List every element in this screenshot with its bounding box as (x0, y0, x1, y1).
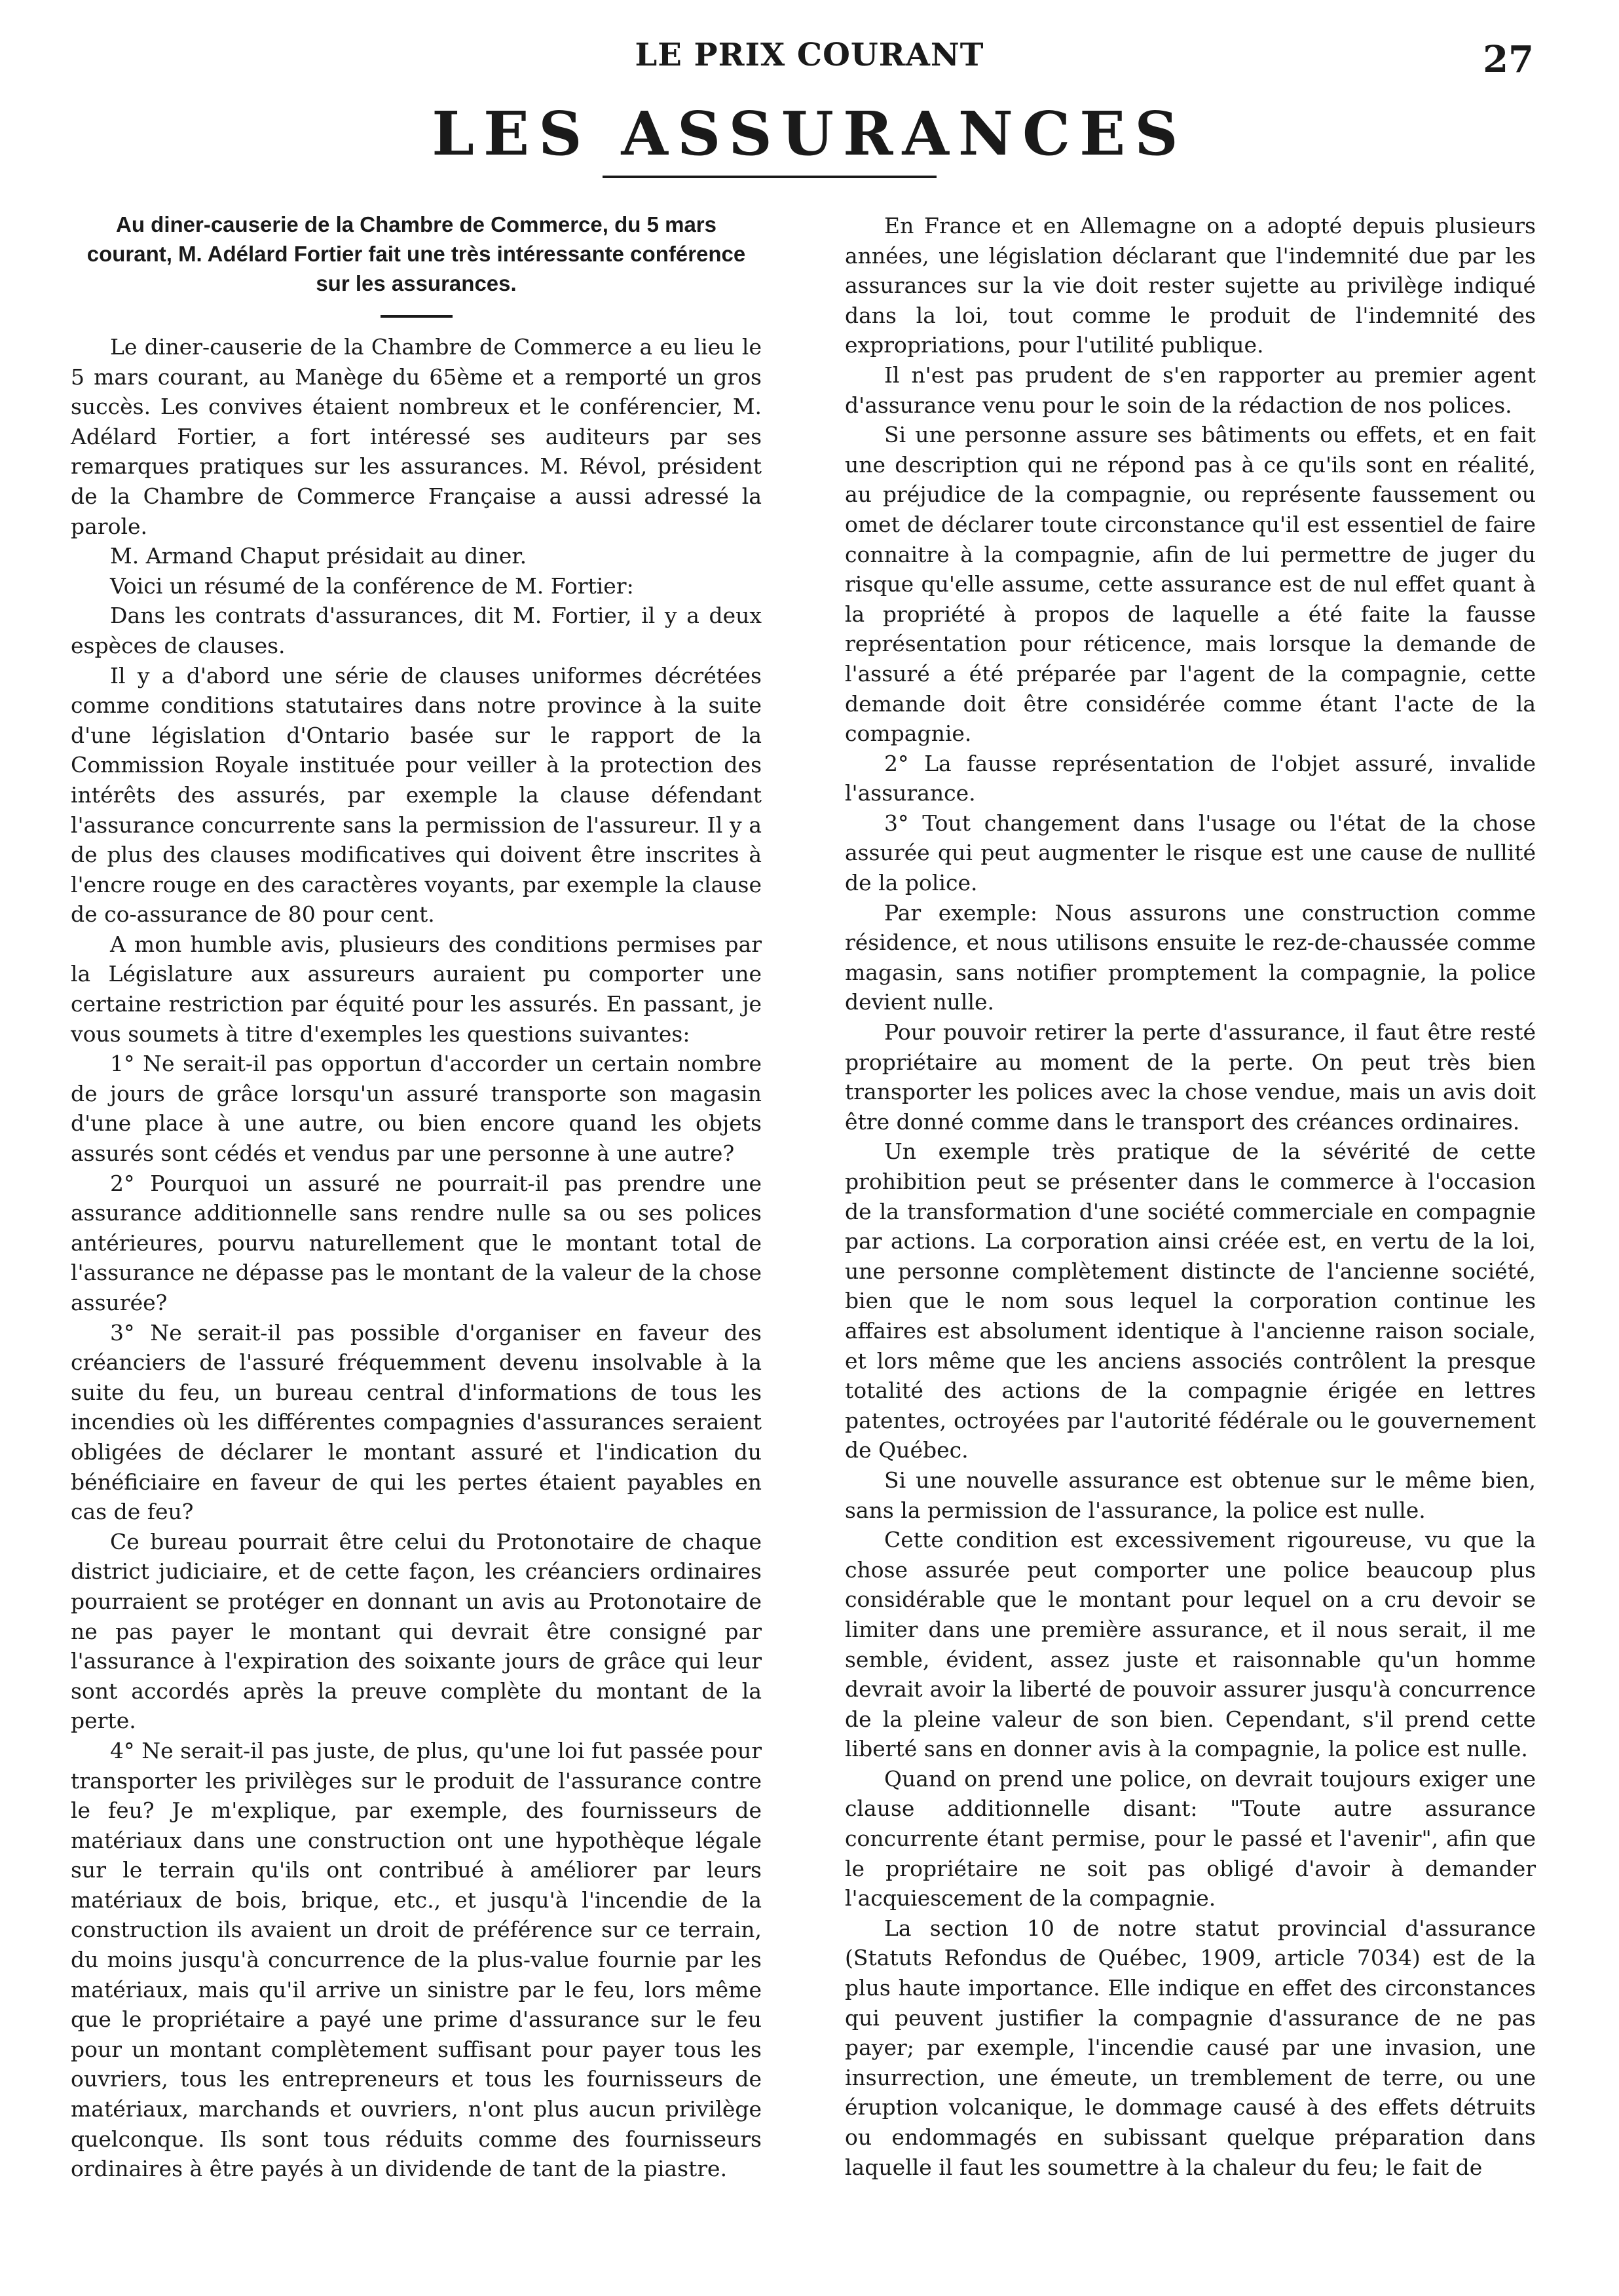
paragraph: Voici un résumé de la conférence de M. Fortier: (110, 573, 634, 599)
paragraph: 2° La fausse représentation de l'objet assuré, invalide l'assurance. (845, 750, 1536, 806)
paragraph: 4° Ne serait-il pas juste, de plus, qu'une loi fut passée pour transporter les privilèges sur le produit de l'assurance contre le feu? Je m'explique, par exemple, des fournisseurs de matériaux dans une construction ont une hypothèque légale sur le terrain qu'ils ont contribué à améliorer par leurs matériaux de bois, brique, etc., et jusqu'à l'incendie de la construction ils avaient un droit de préférence sur ce terrain, du moins jusqu'à concurrence de la plus-value fournie par les matériaux, mais qu'il arrive un sinistre par le feu, lors même que le propriétaire a payé une prime d'assurance sur le feu pour un montant complètement suffisant pour payer tous les ouvriers, tous les entrepreneurs et tous les fournisseurs de matériaux, marchands et ouvriers, n'ont plus aucun privilège quelconque. Ils sont tous réduits comme des fournisseurs ordinaires à être payés à un dividende de tant de la piastre. (71, 1737, 762, 2182)
paragraph: 3° Tout changement dans l'usage ou l'état de la chose assurée qui peut augmenter le risque est une cause de nullité de la police. (845, 810, 1536, 896)
left-column-body (71, 332, 762, 2184)
paragraph: Si une personne assure ses bâtiments ou effets, et en fait une description qui ne répond pas à ce qu'ils sont en réalité, au préjudice de la compagnie, ou représente faussement ou omet de déclarer toute circonstance qu'il est essentiel de faire connaitre à la compagnie, afin de lui permettre de juger du risque qu'elle assume, cette assurance est de nul effet quant à la propriété à propos de laquelle a été faite la fausse représentation pour réticence, mais lorsque la demande de l'assuré a été préparée par l'agent de la compagnie, cette demande doit être considérée comme étant l'acte de la compagnie. (845, 422, 1536, 747)
paragraph: 1° Ne serait-il pas opportun d'accorder un certain nombre de jours de grâce lorsqu'un assuré transporte son magasin d'une place à une autre, ou bien encore quand les objets assurés sont cédés et vendus par une personne à une autre? (71, 1051, 762, 1167)
paragraph: En France et en Allemagne on a adopté depuis plusieurs années, une législation déclarant que l'indemnité due par les assurances sur la vie doit rester sujette au privilège indiqué dans la loi, tout comme le produit de l'indemnité des expropriations, pour l'utilité publique. (845, 213, 1536, 358)
paragraph: M. Armand Chaput présidait au diner. (110, 543, 527, 569)
paragraph: Par exemple: Nous assurons une construction comme résidence, et nous utilisons ensuite le rez-de-chaussée comme magasin, sans notifier promptement la compagnie, la police devient nulle. (845, 899, 1536, 1015)
paragraph: A mon humble avis, plusieurs des conditions permises par la Législature aux assureurs auraient pu comporter une certaine restriction par équité pour les assurés. En passant, je vous soumets à titre d'exemples les questions suivantes: (71, 931, 762, 1047)
paragraph: Il n'est pas prudent de s'en rapporter au premier agent d'assurance venu pour le soin de la rédaction de nos polices. (845, 362, 1536, 418)
right-column (845, 211, 1536, 2182)
title-divider (603, 176, 937, 178)
paragraph: Il y a d'abord une série de clauses uniformes décrétées comme conditions statutaires dans notre province à la suite d'une législation d'Ontario basée sur le rapport de la Commission Royale instituée pour veiller à la protection des intérêts des assurés, par exemple la clause défendant l'assurance concurrente sans la permission de l'assureur. Il y a de plus des clauses modificatives qui doivent être inscrites à l'encre rouge en des caractères voyants, par exemple la clause de co-assurance de 80 pour cent. (71, 662, 762, 928)
right-column-body (845, 211, 1536, 2182)
intro-divider (381, 315, 453, 318)
intro-summary: Au diner-causerie de la Chambre de Commerce, du 5 mars courant, M. Adélard Fortier fait une très intéressante conférence sur les assurances. (86, 212, 746, 295)
article-title: LES ASSURANCES (432, 98, 1187, 169)
running-title: LE PRIX COURANT (635, 37, 984, 73)
paragraph: La section 10 de notre statut provincial d'assurance (Statuts Refondus de Québec, 1909, article 7034) est de la plus haute importance. Elle indique en effet des circonstances qui peuvent justifier la compagnie d'assurance de ne pas payer; par exemple, l'incendie causé par une invasion, une insurrection, une émeute, un tremblement de terre, ou une éruption volcanique, le dommage causé à des effets détruits ou endommagés en subissant quelque préparation dans laquelle il faut les soumettre à la chaleur du feu; le fait de (845, 1915, 1536, 2180)
paragraph: 2° Pourquoi un assuré ne pourrait-il pas prendre une assurance additionnelle sans rendre nulle sa ou ses polices antérieures, pourvu naturellement que le montant total de l'assurance ne dépasse pas le montant de la valeur de la chose assurée? (71, 1170, 762, 1315)
paragraph: Pour pouvoir retirer la perte d'assurance, il faut être resté propriétaire au moment de la perte. On peut très bien transporter les polices avec la chose vendue, mais un avis doit être donné comme dans le transport des créances ordinaires. (845, 1019, 1536, 1135)
paragraph: Le diner-causerie de la Chambre de Commerce a eu lieu le 5 mars courant, au Manège du 65ème et a remporté un gros succès. Les convives étaient nombreux et le conférencier, M. Adélard Fortier, a fort intéressé ses auditeurs par ses remarques pratiques sur les assurances. M. Révol, président de la Chambre de Commerce Française a aussi adressé la parole. (71, 334, 762, 539)
paragraph: Un exemple très pratique de la sévérité de cette prohibition peut se présenter dans le commerce à l'occasion de la transformation d'une société commerciale en compagnie par actions. La corporation ainsi créée est, en vertu de la loi, une personne complètement distincte de l'ancienne société, bien que le nom sous lequel la corporation continue les affaires est absolument identique à l'ancienne raison sociale, et lors même que les anciens associés contrôlent la presque totalité des actions de la compagnie érigée en lettres patentes, octroyées par l'autorité fédérale ou le gouvernement de Québec. (845, 1139, 1536, 1463)
page-number: 27 (1483, 38, 1534, 81)
paragraph: 3° Ne serait-il pas possible d'organiser en faveur des créanciers de l'assuré fréquemment devenu insolvable à la suite du feu, un bureau central d'informations de tous les incendies où les différentes compagnies d'assurances seraient obligées de déclarer le montant assuré et l'indication du bénéficiaire en faveur de qui les pertes étaient payables en cas de feu? (71, 1319, 762, 1525)
paragraph: Cette condition est excessivement rigoureuse, vu que la chose assurée peut comporter une police beaucoup plus considérable que le montant pour lequel on a cru devoir se limiter dans une première assurance, et il nous serait, il me semble, évident, assez juste et raisonnable qu'un homme devrait avoir la liberté de pouvoir assurer jusqu'à concurrence de la pleine valeur de son bien. Cependant, s'il prend cette liberté sans en donner avis à la compagnie, la police est nulle. (845, 1527, 1536, 1762)
paragraph: Dans les contrats d'assurances, dit M. Fortier, il y a deux espèces de clauses. (71, 603, 762, 658)
left-column (71, 210, 762, 2184)
paragraph: Si une nouvelle assurance est obtenue sur le même bien, sans la permission de l'assurance, la police est nulle. (845, 1467, 1536, 1523)
paragraph: Ce bureau pourrait être celui du Protonotaire de chaque district judiciaire, et de cette façon, les créanciers ordinaires pourraient se protéger en donnant un avis au Protonotaire de ne pas payer le montant qui devrait être consigné par l'assurance à l'expiration des soixante jours de grâce qui leur sont accordés après la preuve complète du montant de la perte. (71, 1528, 762, 1734)
paragraph: Quand on prend une police, on devrait toujours exiger une clause additionnelle disant: "Toute autre assurance concurrente étant permise, pour le passé et l'avenir", afin que le propriétaire ne soit pas obligé d'avoir à demander l'acquiescement de la compagnie. (845, 1765, 1536, 1911)
